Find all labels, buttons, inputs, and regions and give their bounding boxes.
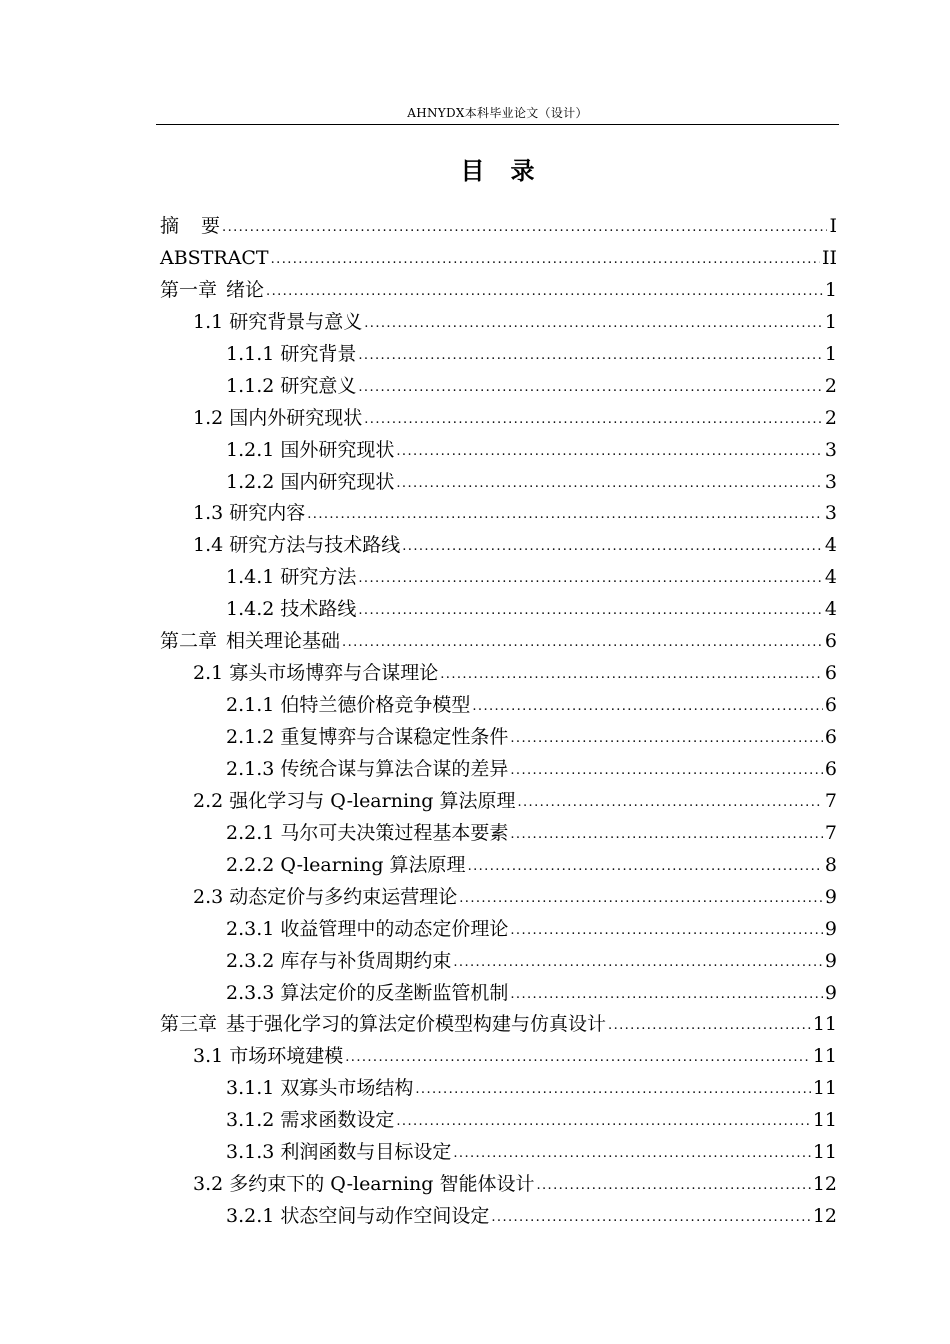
toc-entry-label-text: 1.4 研究方法与技术路线 [193,534,401,557]
toc-entry-label-text: 1.4.1 研究方法 [226,566,357,589]
toc-entry[interactable] [160,403,837,435]
toc-entry-label-text: 1.2 国内外研究现状 [193,406,363,429]
toc-entry-label-text: 3.1.3 利润函数与目标设定 [226,1141,452,1164]
toc-entry-label [160,211,220,243]
toc-dot-leader [396,436,823,468]
toc-entry-label-text: 2.3 动态定价与多约束运营理论 [193,885,458,908]
toc-dot-leader [358,340,823,372]
toc-entry-label [226,1201,489,1233]
toc-entry[interactable] [160,1009,837,1041]
toc-entry-page-number: 2 [824,406,837,429]
toc-dot-leader [358,595,823,627]
toc-entry[interactable] [160,626,837,658]
toc-title-char-1: 目 [460,156,485,185]
toc-entry-label-text: 2.1.3 传统合谋与算法合谋的差异 [226,757,509,780]
toc-entry-label [226,690,470,722]
toc-entry-label-text: 2.2 强化学习与 Q-learning 算法原理 [193,789,516,812]
toc-entry[interactable] [160,690,837,722]
toc-entry[interactable] [160,307,837,339]
toc-entry-label [226,722,508,754]
toc-entry[interactable] [160,978,837,1010]
toc-entry[interactable] [160,1201,837,1233]
toc-entry-label-text: 1.1 研究背景与意义 [193,310,363,333]
toc-entry-label-text: 1.3 研究内容 [193,502,306,525]
toc-dot-leader [396,468,823,500]
toc-entry-page-number: 11 [812,1141,837,1164]
toc-entry[interactable] [160,722,837,754]
toc-entry[interactable] [160,594,837,626]
toc-entry[interactable] [160,1169,837,1201]
toc-dot-leader [342,627,823,659]
toc-entry-label-text: 2.3.3 算法定价的反垄断监管机制 [226,981,509,1004]
toc-entry-page-number: 1 [824,342,837,365]
toc-entry-label-text: 3.2 多约束下的 Q-learning 智能体设计 [193,1173,535,1196]
toc-dot-leader [510,819,823,851]
toc-entry[interactable] [160,658,837,690]
toc-dot-leader [358,372,823,404]
toc-entry[interactable] [160,1073,837,1105]
toc-entry-page-number: 7 [824,821,837,844]
toc-entry-label-text: 1.2.1 国外研究现状 [226,438,395,461]
toc-dot-leader [453,947,823,979]
toc-dot-leader [402,531,823,563]
toc-entry[interactable] [160,243,837,275]
toc-entry[interactable] [160,818,837,850]
toc-entry[interactable] [160,339,837,371]
toc-dot-leader [222,212,827,244]
toc-dot-leader [358,563,823,595]
toc-entry-page-number: 11 [812,1109,837,1132]
toc-entry-label [193,307,362,339]
toc-entry-label-text: ABSTRACT [160,246,269,269]
toc-entry-page-number: 7 [824,789,837,812]
toc-entry-label [160,1009,606,1041]
toc-entry-label-text: 摘 [160,215,180,237]
toc-dot-leader [510,979,823,1011]
toc-entry-label-text: 2.2.1 马尔可夫决策过程基本要素 [226,821,509,844]
toc-entry-page-number: 11 [812,1077,837,1100]
toc-entry[interactable] [160,786,837,818]
toc-dot-leader [364,308,823,340]
toc-entry-label [226,850,466,882]
toc-entry-label-text: 2.1.2 重复博弈与合谋稳定性条件 [226,726,509,748]
toc-entry-page-number: 12 [812,1205,837,1228]
toc-entry-label-text: 1.4.2 技术路线 [226,598,357,621]
toc-entry-label [226,371,356,403]
toc-entry-page-number: 4 [824,566,837,589]
toc-entry-label [226,435,394,467]
toc-entry-page-number: 1 [824,278,837,301]
toc-entry[interactable] [160,211,837,243]
toc-entry[interactable] [160,882,837,914]
toc-entry-label-text: 第二章 [160,630,218,653]
toc-title-char-2: 录 [510,156,535,185]
toc-entry-page-number: 6 [824,694,837,717]
toc-entry-page-number: 3 [824,438,837,461]
toc-dot-leader [608,1010,811,1042]
toc-dot-leader [271,244,820,276]
toc-entry-label [193,403,362,435]
toc-entry-page-number: 11 [812,1045,837,1068]
toc-entry-label-text: 3.1.2 需求函数设定 [226,1109,395,1132]
toc-entry-label-text: 第一章 [160,278,218,301]
toc-entry[interactable] [160,562,837,594]
toc-entry-label-text: 3.2.1 状态空间与动作空间设定 [226,1205,490,1228]
toc-dot-leader [536,1170,810,1202]
toc-entry-label-title: 基于强化学习的算法定价模型构建与仿真设计 [226,1013,607,1036]
toc-entry-label [226,594,356,626]
toc-entry-label [226,1137,451,1169]
toc-title [156,153,839,189]
toc-entry-label [193,786,515,818]
toc-entry-page-number: 9 [824,981,837,1004]
toc-entry-label [226,978,508,1010]
toc-entry-label [160,275,264,307]
toc-entry-page-number: 3 [824,470,837,493]
toc-dot-leader [510,915,823,947]
toc-entry-page-number: 11 [812,1013,837,1036]
toc-entry-page-number: 4 [824,598,837,621]
toc-entry-page-number: 1 [824,310,837,333]
toc-entry-label [226,467,394,499]
toc-entry-page-number: 6 [824,630,837,653]
toc-dot-leader [266,276,823,308]
running-header: AHNYDX本科毕业论文（设计） [407,106,588,120]
toc-entry-page-number: I [829,215,837,237]
toc-entry[interactable] [160,467,837,499]
toc-entry-label [226,818,508,850]
toc-dot-leader [459,883,823,915]
table-of-contents [160,211,837,1233]
toc-dot-leader [396,1106,810,1138]
toc-entry-label-text: 2.3.1 收益管理中的动态定价理论 [226,917,509,940]
toc-entry[interactable] [160,946,837,978]
toc-dot-leader [468,851,823,883]
toc-entry-page-number: 2 [824,374,837,397]
toc-dot-leader [453,1138,810,1170]
toc-entry-label [226,1105,394,1137]
toc-entry-label-text: 1.2.2 国内研究现状 [226,470,395,493]
toc-entry-page-number: 6 [824,757,837,780]
toc-entry[interactable] [160,498,837,530]
toc-entry-label [160,243,269,275]
toc-dot-leader [345,1042,811,1074]
toc-entry-label [226,914,508,946]
toc-entry-label-title: 要 [201,215,221,237]
toc-entry-page-number: 3 [824,502,837,525]
toc-dot-leader [491,1202,810,1234]
header-rule [156,124,839,125]
toc-entry-label-text: 1.1.2 研究意义 [226,374,357,397]
toc-entry[interactable] [160,1041,837,1073]
toc-dot-leader [510,723,823,755]
toc-dot-leader [415,1074,810,1106]
toc-entry-page-number: 9 [824,949,837,972]
toc-entry[interactable] [160,435,837,467]
toc-entry[interactable] [160,1137,837,1169]
toc-entry-label [226,339,356,371]
toc-entry-label [226,1073,413,1105]
toc-entry-label-text: 2.1.1 伯特兰德价格竞争模型 [226,694,471,717]
toc-entry-page-number: 9 [824,917,837,940]
toc-entry-page-number: 6 [824,662,837,685]
toc-entry-label-text: 2.1 寡头市场博弈与合谋理论 [193,662,439,685]
toc-entry-label-text: 2.2.2 Q-learning 算法原理 [226,853,466,876]
toc-entry-label [226,946,451,978]
toc-entry-label-title: 绪论 [226,278,265,301]
toc-entry-label [193,498,305,530]
toc-entry-page-number: II [821,246,837,269]
toc-entry-label-text: 3.1.1 双寡头市场结构 [226,1077,414,1100]
toc-entry-page-number: 9 [824,885,837,908]
toc-dot-leader [307,499,823,531]
toc-entry[interactable] [160,850,837,882]
toc-entry-label-title: 相关理论基础 [226,630,341,653]
toc-entry-label-text: 3.1 市场环境建模 [193,1045,344,1068]
toc-entry-page-number: 6 [824,726,837,748]
toc-dot-leader [472,691,823,723]
toc-entry-label [160,626,340,658]
toc-entry-label-text: 2.3.2 库存与补货周期约束 [226,949,452,972]
toc-entry-page-number: 4 [824,534,837,557]
toc-dot-leader [510,755,823,787]
toc-entry-label [193,658,438,690]
toc-entry[interactable] [160,371,837,403]
toc-entry-page-number: 8 [824,853,837,876]
toc-entry-label-text: 第三章 [160,1013,218,1036]
toc-dot-leader [440,659,823,691]
toc-entry[interactable] [160,530,837,562]
toc-entry-page-number: 12 [812,1173,837,1196]
toc-entry[interactable] [160,1105,837,1137]
toc-entry[interactable] [160,754,837,786]
toc-entry-label-text: 1.1.1 研究背景 [226,342,357,365]
toc-entry-label [193,530,400,562]
toc-entry-label [226,754,508,786]
toc-dot-leader [364,404,823,436]
toc-entry-label [193,882,457,914]
toc-entry[interactable] [160,275,837,307]
toc-dot-leader [517,787,822,819]
toc-entry-label [193,1041,343,1073]
toc-entry-label [193,1169,534,1201]
toc-entry-label [226,562,356,594]
toc-entry[interactable] [160,914,837,946]
